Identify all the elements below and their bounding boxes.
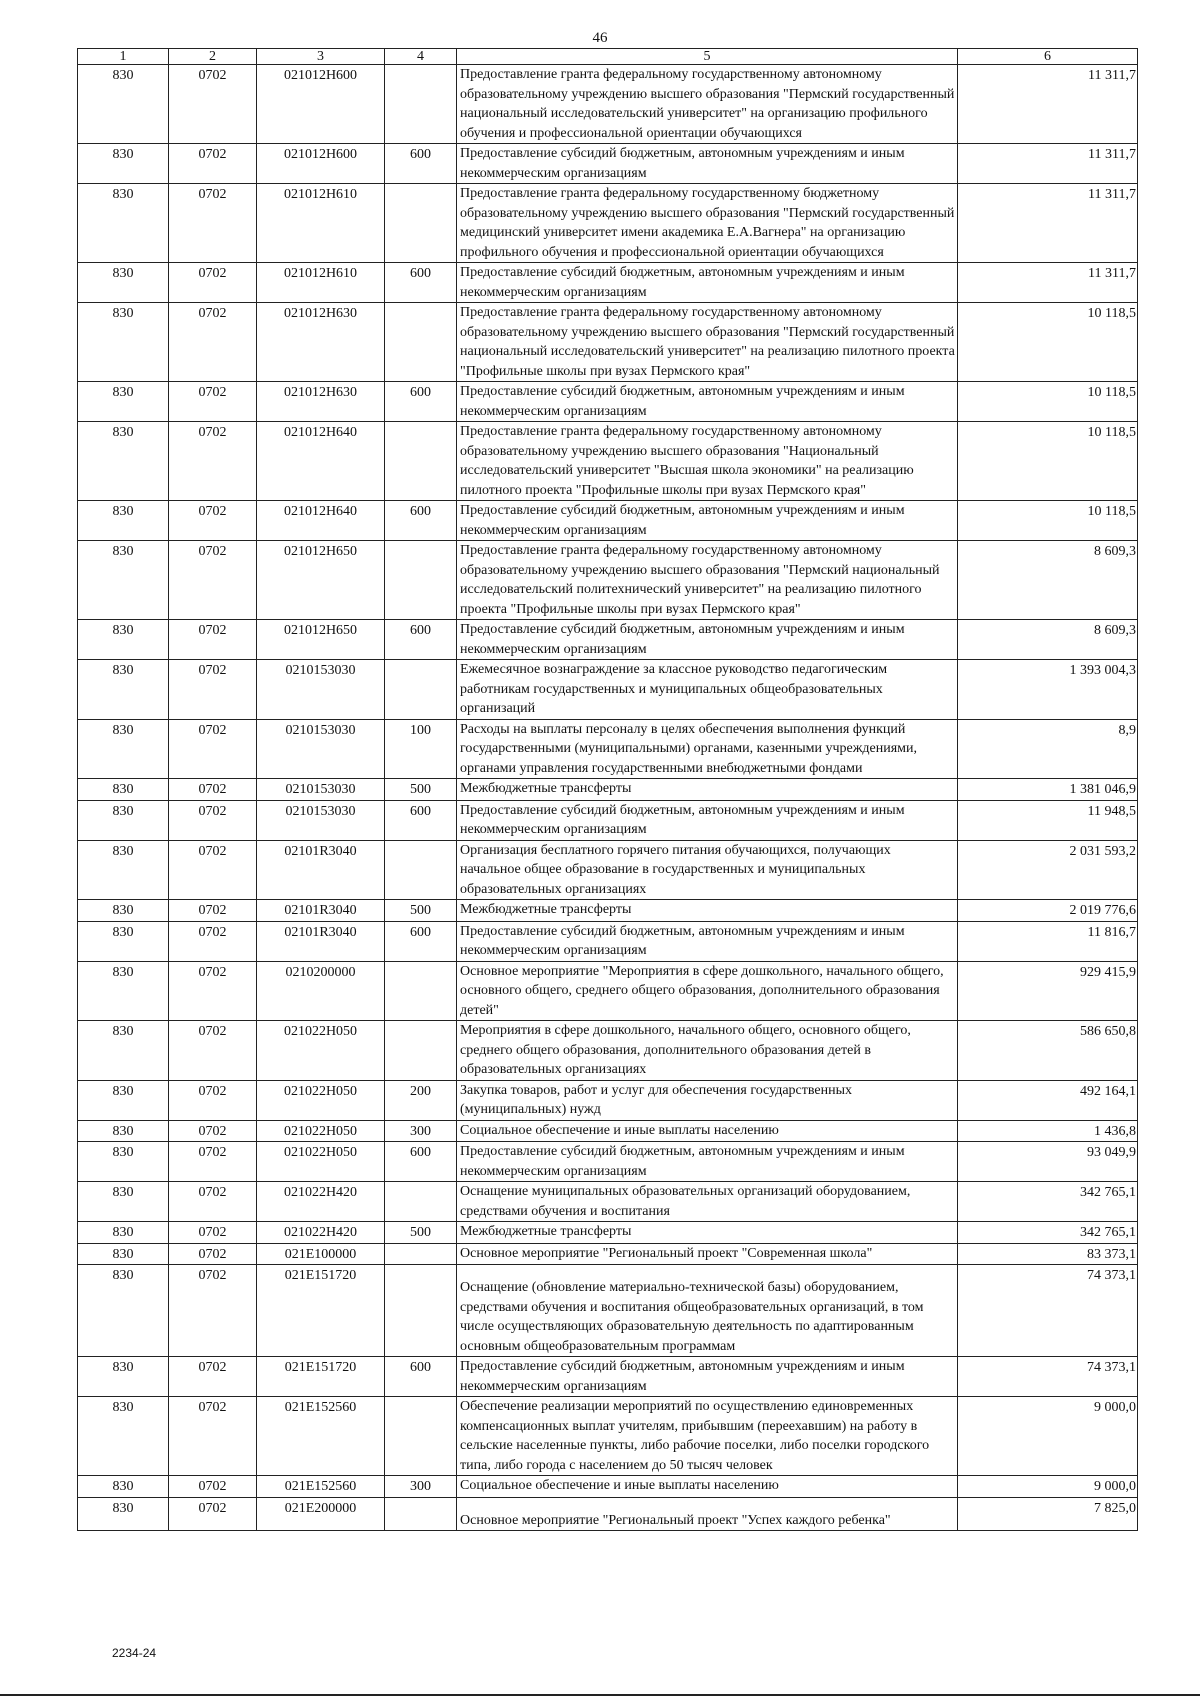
amount-cell: 2 019 776,6 <box>958 900 1138 922</box>
expense-type-cell: 500 <box>385 779 457 801</box>
description-cell: Ежемесячное вознаграждение за классное руководство педагогическим работникам государственных и муниципальных общеобразовательных организаций <box>457 660 958 720</box>
ministry-code-cell: 830 <box>78 263 169 303</box>
ministry-code-cell: 830 <box>78 1080 169 1120</box>
description-cell: Предоставление гранта федеральному государственному автономному образовательному учреждению высшего образования "Пермский государственный национальный исследовательский университет" на реализацию пилотного проекта "Профильные школы при вузах Пермского края" <box>457 303 958 382</box>
amount-cell: 74 373,1 <box>958 1265 1138 1357</box>
ministry-code-cell: 830 <box>78 1142 169 1182</box>
section-code-cell: 0702 <box>169 1243 257 1265</box>
ministry-code-cell: 830 <box>78 840 169 900</box>
target-article-cell: 021022Н420 <box>257 1182 385 1222</box>
target-article-cell: 0210200000 <box>257 961 385 1021</box>
ministry-code-cell: 830 <box>78 184 169 263</box>
target-article-cell: 021012Н650 <box>257 541 385 620</box>
section-code-cell: 0702 <box>169 1222 257 1244</box>
section-code-cell: 0702 <box>169 65 257 144</box>
expense-type-cell: 200 <box>385 1080 457 1120</box>
ministry-code-cell: 830 <box>78 1357 169 1397</box>
ministry-code-cell: 830 <box>78 1243 169 1265</box>
expense-type-cell <box>385 541 457 620</box>
table-row <box>78 263 1138 303</box>
table-row <box>78 840 1138 900</box>
table-row <box>78 1222 1138 1244</box>
section-code-cell: 0702 <box>169 961 257 1021</box>
section-code-cell: 0702 <box>169 1397 257 1476</box>
expense-type-cell: 300 <box>385 1120 457 1142</box>
ministry-code-cell: 830 <box>78 1222 169 1244</box>
expense-type-cell: 300 <box>385 1476 457 1498</box>
budget-table <box>77 48 1138 1531</box>
description-cell: Социальное обеспечение и иные выплаты населению <box>457 1476 958 1498</box>
table-row <box>78 900 1138 922</box>
target-article-cell: 021012Н640 <box>257 422 385 501</box>
ministry-code-cell: 830 <box>78 1182 169 1222</box>
ministry-code-cell: 830 <box>78 303 169 382</box>
description-cell: Предоставление гранта федеральному государственному автономному образовательному учреждению высшего образования "Пермский национальный исследовательский политехнический университет" на реализацию пилотного проекта "Профильные школы при вузах Пермского края" <box>457 541 958 620</box>
table-row <box>78 1357 1138 1397</box>
section-code-cell: 0702 <box>169 1120 257 1142</box>
table-row <box>78 303 1138 382</box>
target-article-cell: 021012Н630 <box>257 382 385 422</box>
table-row <box>78 382 1138 422</box>
table-row <box>78 660 1138 720</box>
expense-type-cell: 600 <box>385 800 457 840</box>
ministry-code-cell: 830 <box>78 382 169 422</box>
ministry-code-cell: 830 <box>78 779 169 801</box>
description-cell: Предоставление гранта федеральному государственному бюджетному образовательному учреждению высшего образования "Пермский государственный медицинский университет имени академика Е.А.Вагнера" на организацию профильного обучения и профессиональной ориентации обучающихся <box>457 184 958 263</box>
description-cell: Предоставление субсидий бюджетным, автономным учреждениям и иным некоммерческим организациям <box>457 1142 958 1182</box>
target-article-cell: 021012Н610 <box>257 263 385 303</box>
section-code-cell: 0702 <box>169 660 257 720</box>
ministry-code-cell: 830 <box>78 144 169 184</box>
section-code-cell: 0702 <box>169 1182 257 1222</box>
table-row <box>78 719 1138 779</box>
expense-type-cell <box>385 1021 457 1081</box>
expense-type-cell <box>385 1397 457 1476</box>
expense-type-cell <box>385 1182 457 1222</box>
column-header: 2 <box>169 49 257 65</box>
table-row <box>78 184 1138 263</box>
target-article-cell: 021022Н050 <box>257 1080 385 1120</box>
section-code-cell: 0702 <box>169 541 257 620</box>
section-code-cell: 0702 <box>169 719 257 779</box>
amount-cell: 10 118,5 <box>958 382 1138 422</box>
target-article-cell: 02101R3040 <box>257 921 385 961</box>
description-cell: Организация бесплатного горячего питания обучающихся, получающих начальное общее образование в государственных и муниципальных образовательных организациях <box>457 840 958 900</box>
header-row <box>78 49 1138 65</box>
section-code-cell: 0702 <box>169 1476 257 1498</box>
page-number: 46 <box>592 30 608 46</box>
description-cell: Предоставление субсидий бюджетным, автономным учреждениям и иным некоммерческим организациям <box>457 501 958 541</box>
table-row <box>78 1476 1138 1498</box>
expense-type-cell: 600 <box>385 501 457 541</box>
target-article-cell: 021E200000 <box>257 1497 385 1531</box>
amount-cell: 74 373,1 <box>958 1357 1138 1397</box>
amount-cell: 8,9 <box>958 719 1138 779</box>
ministry-code-cell: 830 <box>78 660 169 720</box>
section-code-cell: 0702 <box>169 382 257 422</box>
ministry-code-cell: 830 <box>78 1497 169 1531</box>
page-bottom-border <box>0 1694 1200 1696</box>
amount-cell: 8 609,3 <box>958 541 1138 620</box>
table-row <box>78 1182 1138 1222</box>
section-code-cell: 0702 <box>169 1021 257 1081</box>
expense-type-cell: 500 <box>385 1222 457 1244</box>
table-row <box>78 1243 1138 1265</box>
target-article-cell: 02101R3040 <box>257 900 385 922</box>
expense-type-cell <box>385 1497 457 1531</box>
table-body <box>78 65 1138 1531</box>
description-cell: Межбюджетные трансферты <box>457 900 958 922</box>
column-header: 5 <box>457 49 958 65</box>
amount-cell: 2 031 593,2 <box>958 840 1138 900</box>
target-article-cell: 0210153030 <box>257 660 385 720</box>
target-article-cell: 021012Н610 <box>257 184 385 263</box>
expense-type-cell: 600 <box>385 382 457 422</box>
expense-type-cell <box>385 303 457 382</box>
section-code-cell: 0702 <box>169 184 257 263</box>
section-code-cell: 0702 <box>169 144 257 184</box>
table-row <box>78 1021 1138 1081</box>
section-code-cell: 0702 <box>169 779 257 801</box>
ministry-code-cell: 830 <box>78 1021 169 1081</box>
section-code-cell: 0702 <box>169 620 257 660</box>
ministry-code-cell: 830 <box>78 1476 169 1498</box>
column-header: 6 <box>958 49 1138 65</box>
expense-type-cell: 100 <box>385 719 457 779</box>
section-code-cell: 0702 <box>169 1142 257 1182</box>
amount-cell: 11 816,7 <box>958 921 1138 961</box>
target-article-cell: 021022Н420 <box>257 1222 385 1244</box>
column-header: 4 <box>385 49 457 65</box>
table-row <box>78 422 1138 501</box>
target-article-cell: 021E152560 <box>257 1397 385 1476</box>
expense-type-cell: 600 <box>385 263 457 303</box>
amount-cell: 9 000,0 <box>958 1476 1138 1498</box>
column-header: 3 <box>257 49 385 65</box>
ministry-code-cell: 830 <box>78 501 169 541</box>
expense-type-cell: 500 <box>385 900 457 922</box>
amount-cell: 83 373,1 <box>958 1243 1138 1265</box>
target-article-cell: 021E100000 <box>257 1243 385 1265</box>
description-cell: Предоставление гранта федеральному государственному автономному образовательному учреждению высшего образования "Пермский государственный национальный исследовательский университет" на организацию профильного обучения и профессиональной ориентации обучающихся <box>457 65 958 144</box>
target-article-cell: 021022Н050 <box>257 1142 385 1182</box>
table-row <box>78 144 1138 184</box>
amount-cell: 342 765,1 <box>958 1182 1138 1222</box>
section-code-cell: 0702 <box>169 800 257 840</box>
description-cell: Обеспечение реализации мероприятий по осуществлению единовременных компенсационных выплат учителям, прибывшим (переехавшим) на работу в сельские населенные пункты, либо рабочие поселки, либо поселки городского типа, либо города с населением до 50 тысяч человек <box>457 1397 958 1476</box>
description-cell: Предоставление субсидий бюджетным, автономным учреждениям и иным некоммерческим организациям <box>457 263 958 303</box>
target-article-cell: 021E151720 <box>257 1265 385 1357</box>
target-article-cell: 021012Н640 <box>257 501 385 541</box>
target-article-cell: 021012Н600 <box>257 65 385 144</box>
description-cell: Основное мероприятие "Региональный проект "Успех каждого ребенка" <box>457 1497 958 1531</box>
table-row <box>78 1397 1138 1476</box>
section-code-cell: 0702 <box>169 840 257 900</box>
amount-cell: 1 381 046,9 <box>958 779 1138 801</box>
ministry-code-cell: 830 <box>78 65 169 144</box>
ministry-code-cell: 830 <box>78 719 169 779</box>
expense-type-cell: 600 <box>385 144 457 184</box>
target-article-cell: 0210153030 <box>257 719 385 779</box>
expense-type-cell: 600 <box>385 620 457 660</box>
description-cell: Основное мероприятие "Мероприятия в сфере дошкольного, начального общего, основного общего, среднего общего образования, дополнительного образования детей" <box>457 961 958 1021</box>
amount-cell: 586 650,8 <box>958 1021 1138 1081</box>
amount-cell: 93 049,9 <box>958 1142 1138 1182</box>
ministry-code-cell: 830 <box>78 541 169 620</box>
table-row <box>78 779 1138 801</box>
amount-cell: 10 118,5 <box>958 303 1138 382</box>
description-cell: Предоставление субсидий бюджетным, автономным учреждениям и иным некоммерческим организациям <box>457 1357 958 1397</box>
amount-cell: 11 948,5 <box>958 800 1138 840</box>
expense-type-cell <box>385 422 457 501</box>
table-row <box>78 1120 1138 1142</box>
table-row <box>78 800 1138 840</box>
target-article-cell: 021022Н050 <box>257 1021 385 1081</box>
description-cell: Оснащение муниципальных образовательных организаций оборудованием, средствами обучения и воспитания <box>457 1182 958 1222</box>
amount-cell: 7 825,0 <box>958 1497 1138 1531</box>
amount-cell: 492 164,1 <box>958 1080 1138 1120</box>
expense-type-cell: 600 <box>385 921 457 961</box>
expense-type-cell <box>385 65 457 144</box>
amount-cell: 10 118,5 <box>958 501 1138 541</box>
amount-cell: 11 311,7 <box>958 144 1138 184</box>
expense-type-cell <box>385 1265 457 1357</box>
ministry-code-cell: 830 <box>78 900 169 922</box>
description-cell: Закупка товаров, работ и услуг для обеспечения государственных (муниципальных) нужд <box>457 1080 958 1120</box>
amount-cell: 929 415,9 <box>958 961 1138 1021</box>
ministry-code-cell: 830 <box>78 800 169 840</box>
description-cell: Предоставление субсидий бюджетным, автономным учреждениям и иным некоммерческим организациям <box>457 382 958 422</box>
description-cell: Предоставление субсидий бюджетным, автономным учреждениям и иным некоммерческим организациям <box>457 921 958 961</box>
section-code-cell: 0702 <box>169 501 257 541</box>
document-code: 2234-24 <box>112 1646 157 1660</box>
expense-type-cell <box>385 961 457 1021</box>
target-article-cell: 0210153030 <box>257 800 385 840</box>
target-article-cell: 021022Н050 <box>257 1120 385 1142</box>
table-row <box>78 1080 1138 1120</box>
section-code-cell: 0702 <box>169 422 257 501</box>
table-row <box>78 65 1138 144</box>
table-row <box>78 501 1138 541</box>
amount-cell: 11 311,7 <box>958 263 1138 303</box>
ministry-code-cell: 830 <box>78 1265 169 1357</box>
description-cell: Расходы на выплаты персоналу в целях обеспечения выполнения функций государственными (муниципальными) органами, казенными учреждениями, органами управления государственными внебюджетными фондами <box>457 719 958 779</box>
description-cell: Предоставление субсидий бюджетным, автономным учреждениям и иным некоммерческим организациям <box>457 144 958 184</box>
amount-cell: 9 000,0 <box>958 1397 1138 1476</box>
target-article-cell: 02101R3040 <box>257 840 385 900</box>
amount-cell: 11 311,7 <box>958 65 1138 144</box>
description-cell: Межбюджетные трансферты <box>457 1222 958 1244</box>
ministry-code-cell: 830 <box>78 921 169 961</box>
expense-type-cell <box>385 1243 457 1265</box>
description-cell: Предоставление субсидий бюджетным, автономным учреждениям и иным некоммерческим организациям <box>457 620 958 660</box>
table-row <box>78 1497 1138 1531</box>
target-article-cell: 021012Н630 <box>257 303 385 382</box>
description-cell: Предоставление субсидий бюджетным, автономным учреждениям и иным некоммерческим организациям <box>457 800 958 840</box>
description-cell: Мероприятия в сфере дошкольного, начального общего, основного общего, среднего общего образования, дополнительного образования детей в образовательных организациях <box>457 1021 958 1081</box>
section-code-cell: 0702 <box>169 921 257 961</box>
section-code-cell: 0702 <box>169 1357 257 1397</box>
amount-cell: 11 311,7 <box>958 184 1138 263</box>
target-article-cell: 021E151720 <box>257 1357 385 1397</box>
section-code-cell: 0702 <box>169 263 257 303</box>
ministry-code-cell: 830 <box>78 422 169 501</box>
section-code-cell: 0702 <box>169 1080 257 1120</box>
section-code-cell: 0702 <box>169 900 257 922</box>
amount-cell: 8 609,3 <box>958 620 1138 660</box>
amount-cell: 1 393 004,3 <box>958 660 1138 720</box>
expense-type-cell: 600 <box>385 1357 457 1397</box>
table-row <box>78 1265 1138 1357</box>
amount-cell: 1 436,8 <box>958 1120 1138 1142</box>
target-article-cell: 0210153030 <box>257 779 385 801</box>
expense-type-cell <box>385 840 457 900</box>
description-cell: Предоставление гранта федеральному государственному автономному образовательному учреждению высшего образования "Национальный исследовательский университет "Высшая школа экономики" на реализацию пилотного проекта "Профильные школы при вузах Пермского края" <box>457 422 958 501</box>
ministry-code-cell: 830 <box>78 1120 169 1142</box>
description-cell: Межбюджетные трансферты <box>457 779 958 801</box>
amount-cell: 10 118,5 <box>958 422 1138 501</box>
ministry-code-cell: 830 <box>78 961 169 1021</box>
column-header: 1 <box>78 49 169 65</box>
description-cell: Оснащение (обновление материально-технической базы) оборудованием, средствами обучения и воспитания общеобразовательных организаций, в том числе осуществляющих образовательную деятельность по адаптированным основным общеобразовательным программам <box>457 1265 958 1357</box>
section-code-cell: 0702 <box>169 1265 257 1357</box>
section-code-cell: 0702 <box>169 1497 257 1531</box>
expense-type-cell <box>385 660 457 720</box>
expense-type-cell <box>385 184 457 263</box>
amount-cell: 342 765,1 <box>958 1222 1138 1244</box>
expense-type-cell: 600 <box>385 1142 457 1182</box>
target-article-cell: 021E152560 <box>257 1476 385 1498</box>
table-row <box>78 541 1138 620</box>
ministry-code-cell: 830 <box>78 1397 169 1476</box>
table-row <box>78 961 1138 1021</box>
section-code-cell: 0702 <box>169 303 257 382</box>
description-cell: Социальное обеспечение и иные выплаты населению <box>457 1120 958 1142</box>
description-cell: Основное мероприятие "Региональный проект "Современная школа" <box>457 1243 958 1265</box>
target-article-cell: 021012Н650 <box>257 620 385 660</box>
table-row <box>78 620 1138 660</box>
target-article-cell: 021012Н600 <box>257 144 385 184</box>
ministry-code-cell: 830 <box>78 620 169 660</box>
table-row <box>78 1142 1138 1182</box>
table-row <box>78 921 1138 961</box>
